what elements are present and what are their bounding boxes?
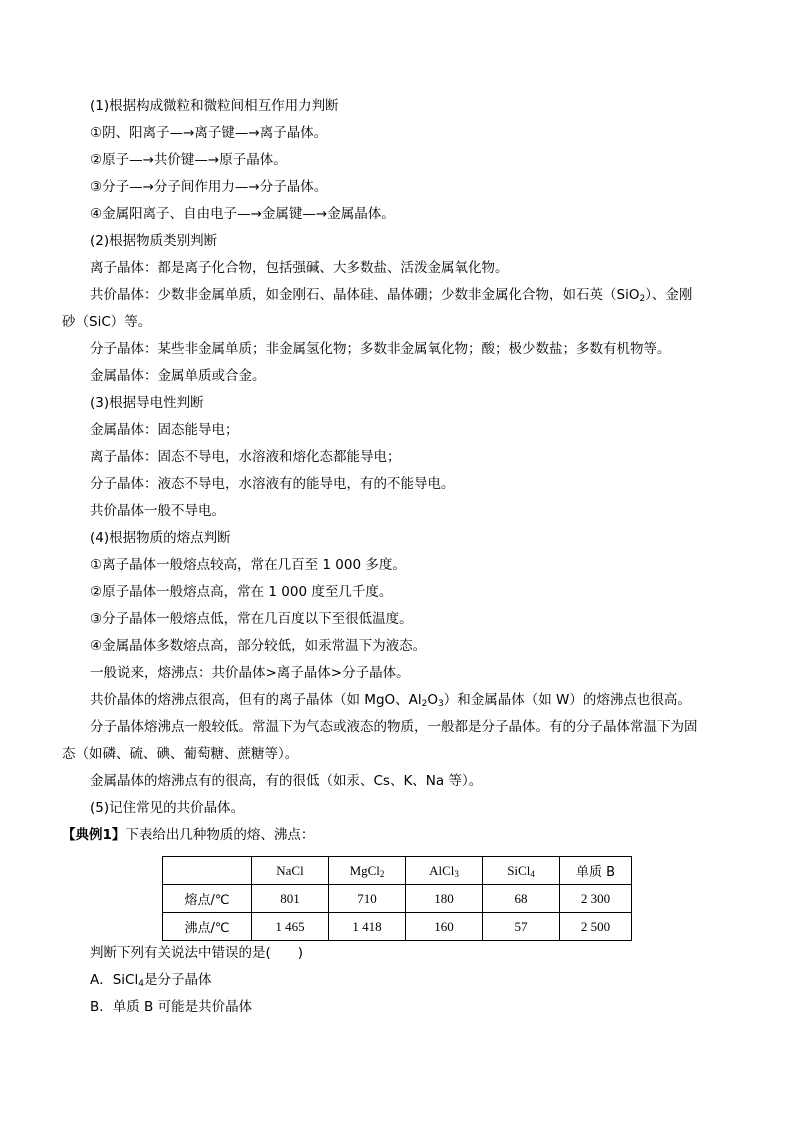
- heading-2: (2)根据物质类别判断: [90, 233, 218, 249]
- melting-boiling-table: [162, 856, 632, 941]
- table-cell: 160: [406, 913, 483, 941]
- text-line: 金属晶体：金属单质或合金。: [90, 368, 266, 384]
- table-cell: 180: [406, 885, 483, 913]
- row-label: 沸点/℃: [163, 913, 252, 941]
- text-line: ①阴、阳离子—→离子键—→离子晶体。: [90, 125, 328, 141]
- text-line: ②原子晶体一般熔点高，常在 1 000 度至几千度。: [90, 584, 393, 600]
- table-corner-cell: [163, 857, 252, 885]
- table-header-cell: AlCl$_3$: [406, 857, 483, 885]
- text-line: 一般说来，熔沸点：共价晶体>离子晶体>分子晶体。: [90, 665, 410, 681]
- text-line: 离子晶体：固态不导电，水溶液和熔化态都能导电；: [90, 449, 401, 465]
- text-line: 分子晶体熔沸点一般较低。常温下为气态或液态的物质，一般都是分子晶体。有的分子晶体常温下为固: [90, 719, 698, 735]
- text-line: 离子晶体：都是离子化合物，包括强碱、大多数盐、活泼金属氧化物。: [90, 260, 509, 276]
- table-header-cell: MgCl$_2$: [329, 857, 406, 885]
- table-cell: 1 465: [252, 913, 329, 941]
- option-a: A．SiCl$_4$是分子晶体: [90, 972, 212, 989]
- text-line: 态（如磷、硫、碘、葡萄糖、蔗糖等）。: [62, 746, 299, 762]
- text-line: 分子晶体：液态不导电，水溶液有的能导电，有的不能导电。: [90, 476, 455, 492]
- text-line: ④金属晶体多数熔点高，部分较低，如汞常温下为液态。: [90, 638, 427, 654]
- text-line: ③分子晶体一般熔点低，常在几百度以下至很低温度。: [90, 611, 413, 627]
- text-line: ③分子—→分子间作用力—→分子晶体。: [90, 179, 328, 195]
- option-b: B．单质 B 可能是共价晶体: [90, 999, 253, 1015]
- table-cell: 801: [252, 885, 329, 913]
- text-line: 分子晶体：某些非金属单质；非金属氢化物；多数非金属氧化物；酸；极少数盐；多数有机物等。: [90, 341, 671, 357]
- table-cell: 710: [329, 885, 406, 913]
- table-header-cell: NaCl: [252, 857, 329, 885]
- question-text: 判断下列有关说法中错误的是( ): [90, 945, 304, 961]
- text-line: 共价晶体的熔沸点很高，但有的离子晶体（如 MgO、$Al_2O_3$）和金属晶体（如 W）的熔沸点也很高。: [90, 692, 691, 709]
- heading-4: (4)根据物质的熔点判断: [90, 530, 231, 546]
- heading-1: (1)根据构成微粒和微粒间相互作用力判断: [90, 98, 339, 114]
- text-line: 砂（SiC）等。: [62, 314, 152, 330]
- heading-3: (3)根据导电性判断: [90, 395, 204, 411]
- table-cell: 2 300: [560, 885, 632, 913]
- table-header-cell: SiCl$_4$: [483, 857, 560, 885]
- table-row: [163, 885, 632, 913]
- table-row: [163, 913, 632, 941]
- text-line: 金属晶体：固态能导电；: [90, 422, 239, 438]
- text-line: 共价晶体一般不导电。: [90, 503, 225, 519]
- table-cell: 57: [483, 913, 560, 941]
- row-label: 熔点/℃: [163, 885, 252, 913]
- table-header-row: [163, 857, 632, 885]
- table-header-cell: 单质 B: [560, 857, 632, 885]
- example-heading: 【典例1】下表给出几种物质的熔、沸点：: [62, 827, 315, 843]
- text-line: ④金属阳离子、自由电子—→金属键—→金属晶体。: [90, 206, 395, 222]
- heading-5: (5)记住常见的共价晶体。: [90, 800, 245, 816]
- table-cell: 2 500: [560, 913, 632, 941]
- table-cell: 68: [483, 885, 560, 913]
- text-line: ①离子晶体一般熔点较高，常在几百至 1 000 多度。: [90, 557, 406, 573]
- text-line: 共价晶体：少数非金属单质，如金刚石、晶体硅、晶体硼；少数非金属化合物，如石英（SiO$_2$）、金刚: [90, 287, 693, 304]
- text-line: 金属晶体的熔沸点有的很高，有的很低（如汞、Cs、K、Na 等）。: [90, 773, 483, 789]
- text-line: ②原子—→共价键—→原子晶体。: [90, 152, 287, 168]
- table-cell: 1 418: [329, 913, 406, 941]
